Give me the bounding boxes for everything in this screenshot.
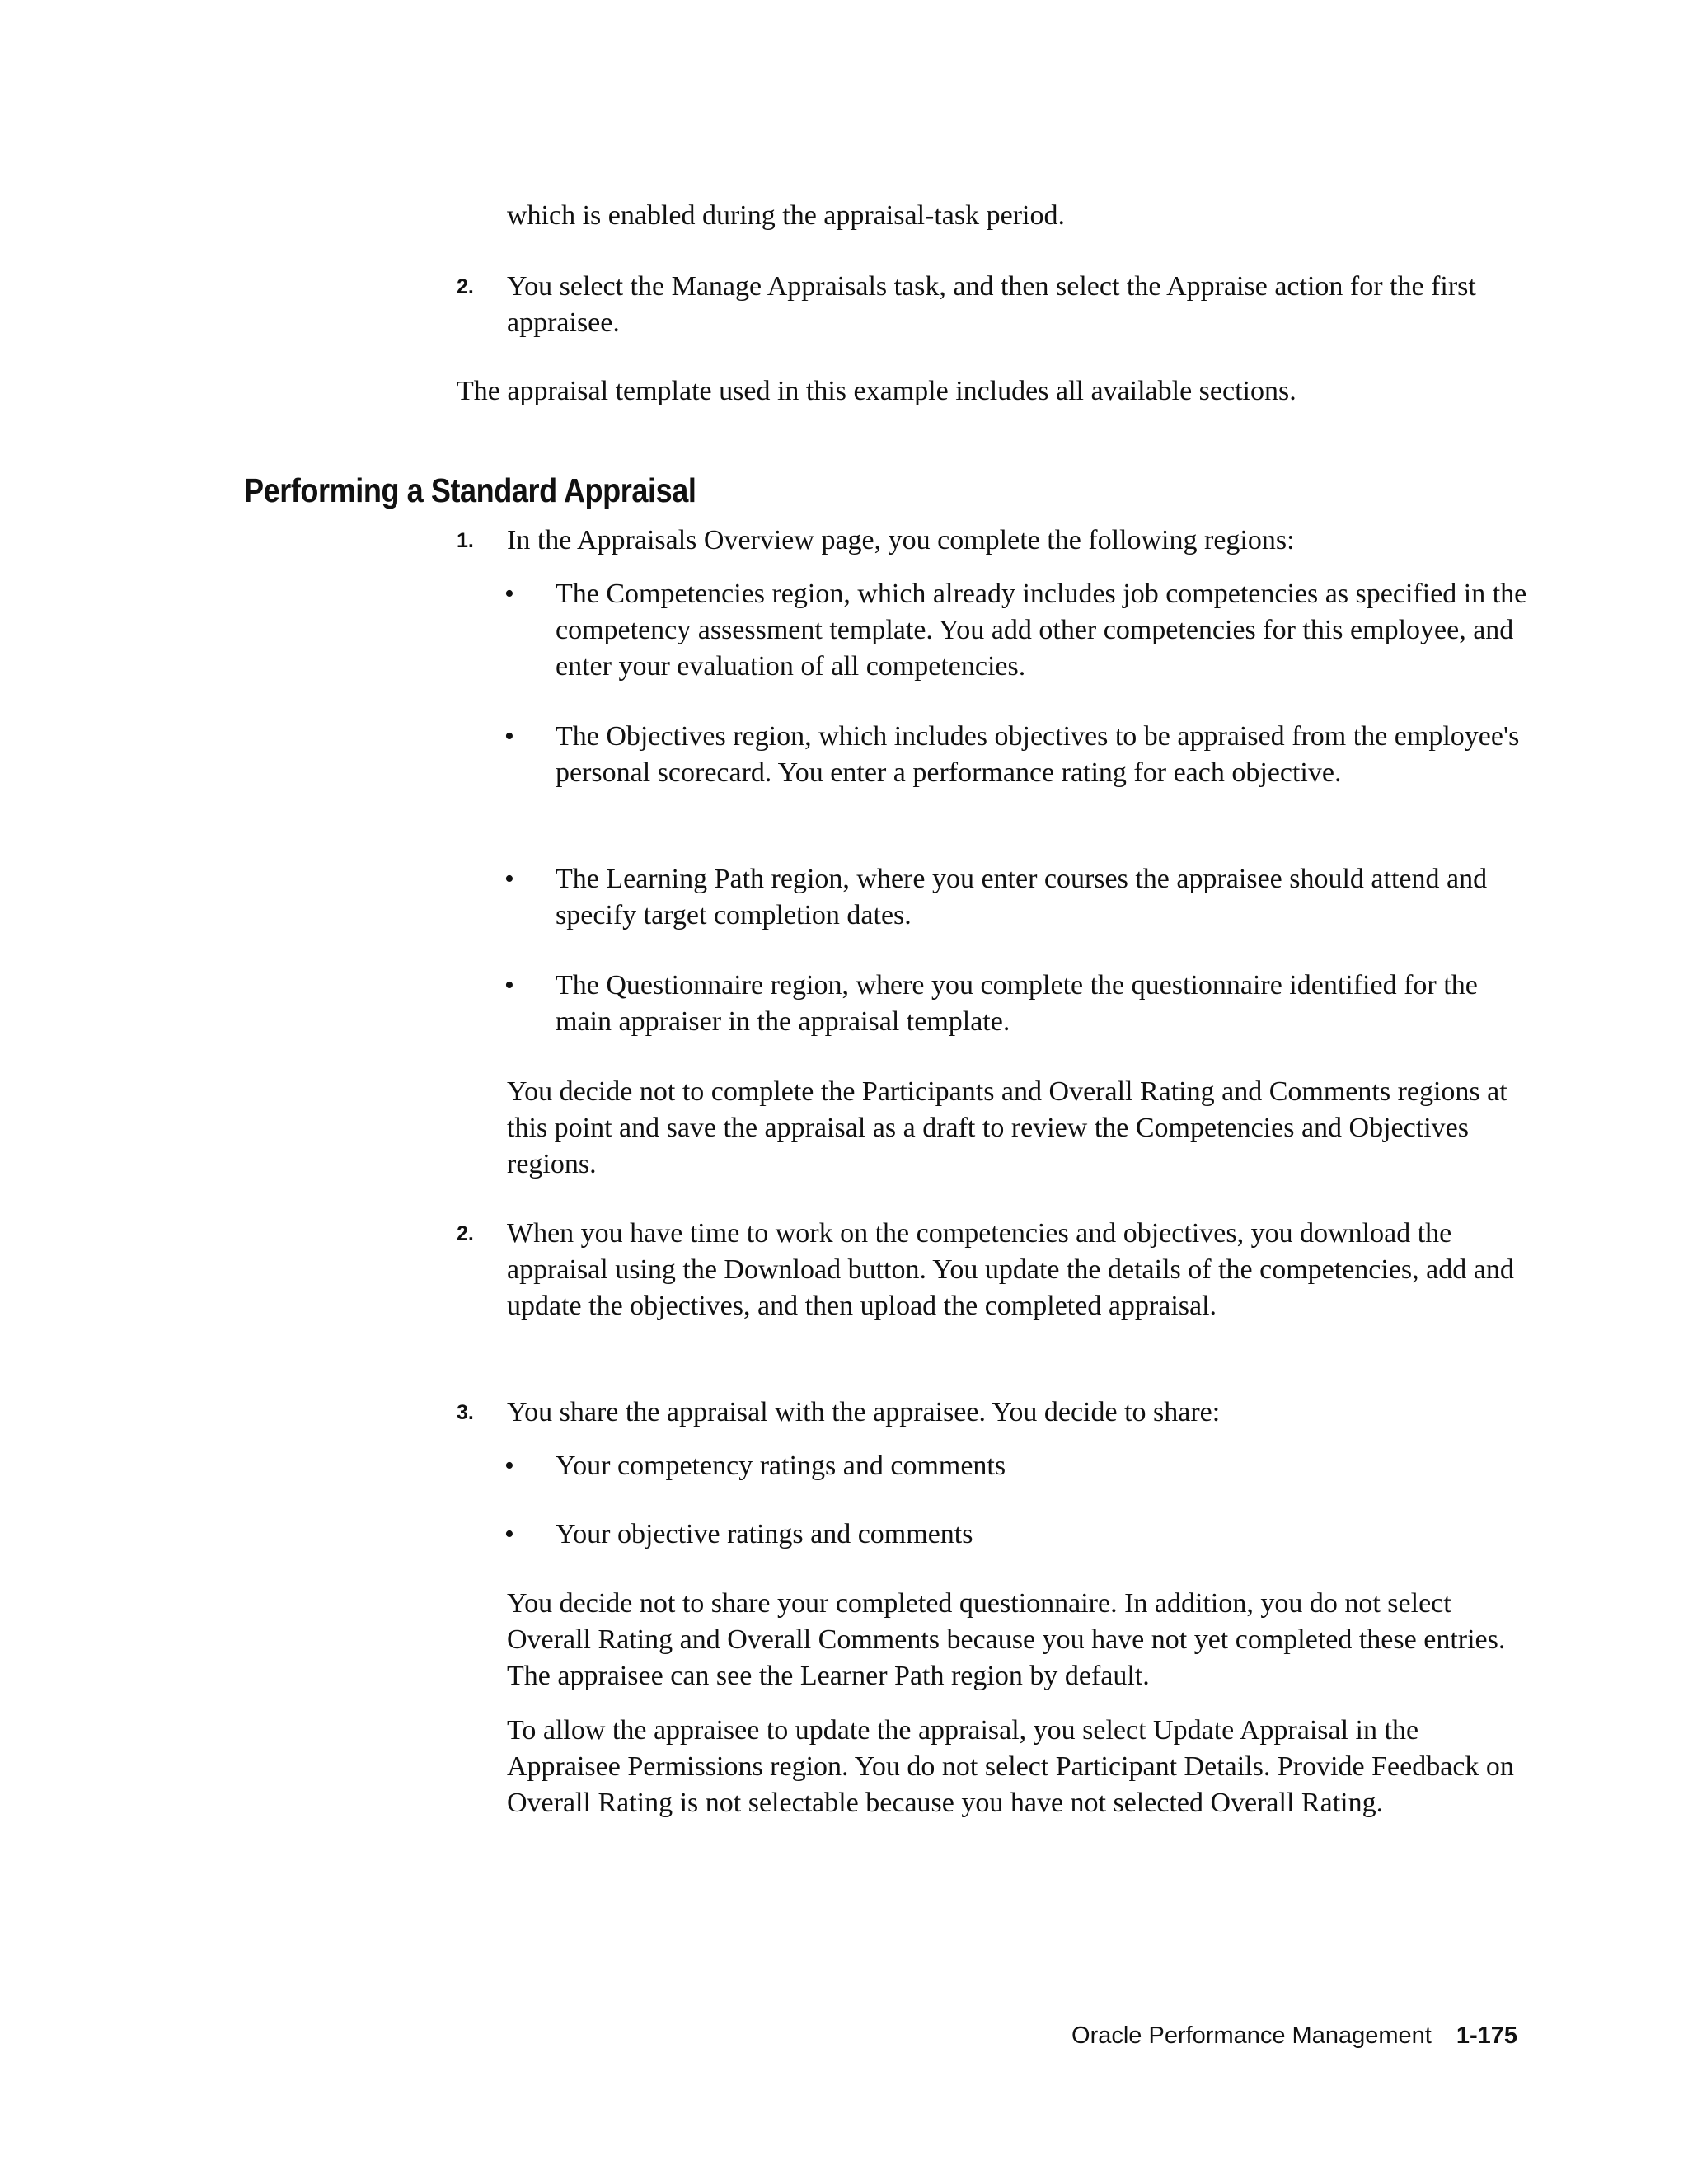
bullet-item: Your competency ratings and comments: [556, 1451, 1006, 1481]
step-text: You select the Manage Appraisals task, and then select the Appraise action for the first appraisee.: [507, 271, 1476, 338]
bullet-marker: •: [504, 864, 514, 894]
bullet-marker: •: [504, 970, 514, 1001]
step-number: 2.: [457, 275, 474, 298]
bullet-item: The Questionnaire region, where you complete the questionnaire identified for the main appraiser in the appraisal template.: [556, 970, 1478, 1037]
page-footer: [1071, 2019, 1517, 2052]
page-number: 1-175: [1456, 2022, 1517, 2049]
section-heading: Performing a Standard Appraisal: [244, 471, 696, 509]
bullet-marker: •: [504, 579, 514, 609]
bullet-marker: •: [504, 721, 514, 752]
step-number: 2.: [457, 1222, 474, 1245]
step-number: 1.: [457, 529, 474, 552]
bullet-item: Your objective ratings and comments: [556, 1519, 973, 1549]
note-paragraph: The appraisal template used in this example includes all available sections.: [457, 376, 1296, 406]
bullet-item: The Learning Path region, where you enter courses the appraisee should attend and specify target completion dates.: [556, 864, 1488, 930]
step-text: You share the appraisal with the appraisee. You decide to share:: [507, 1397, 1221, 1427]
bullet-marker: •: [504, 1451, 514, 1481]
bullet-item: The Competencies region, which already includes job competencies as specified in the competency assessment template. You add other competencies for this employee, and enter your evaluation of all competencies.: [556, 579, 1527, 682]
bullet-item: The Objectives region, which includes objectives to be appraised from the employee's personal scorecard. You enter a performance rating for each objective.: [556, 721, 1520, 788]
step-followup-paragraph: You decide not to share your completed questionnaire. In addition, you do not select Overall Rating and Overall Comments because you have not yet completed these entries. The appraisee can see the Learner Path region by default.: [507, 1588, 1506, 1691]
step-text: In the Appraisals Overview page, you complete the following regions:: [507, 525, 1295, 555]
bullet-marker: •: [504, 1519, 514, 1549]
footer-title: Oracle Performance Management: [1071, 2022, 1432, 2049]
step-number: 3.: [457, 1401, 474, 1424]
step-followup-paragraph: You decide not to complete the Participants and Overall Rating and Comments regions at this point and save the appraisal as a draft to review the Competencies and Objectives regions.: [507, 1076, 1507, 1179]
continuation-paragraph: which is enabled during the appraisal-task period.: [507, 200, 1065, 231]
step-followup-paragraph: To allow the appraisee to update the appraisal, you select Update Appraisal in the Appraisee Permissions region. You do not select Participant Details. Provide Feedback on Overall Rating is not selectable because you have not selected Overall Rating.: [507, 1715, 1514, 1818]
step-text: When you have time to work on the competencies and objectives, you download the appraisal using the Download button. You update the details of the competencies, add and update the objectives, and then upload the completed appraisal.: [507, 1218, 1514, 1321]
